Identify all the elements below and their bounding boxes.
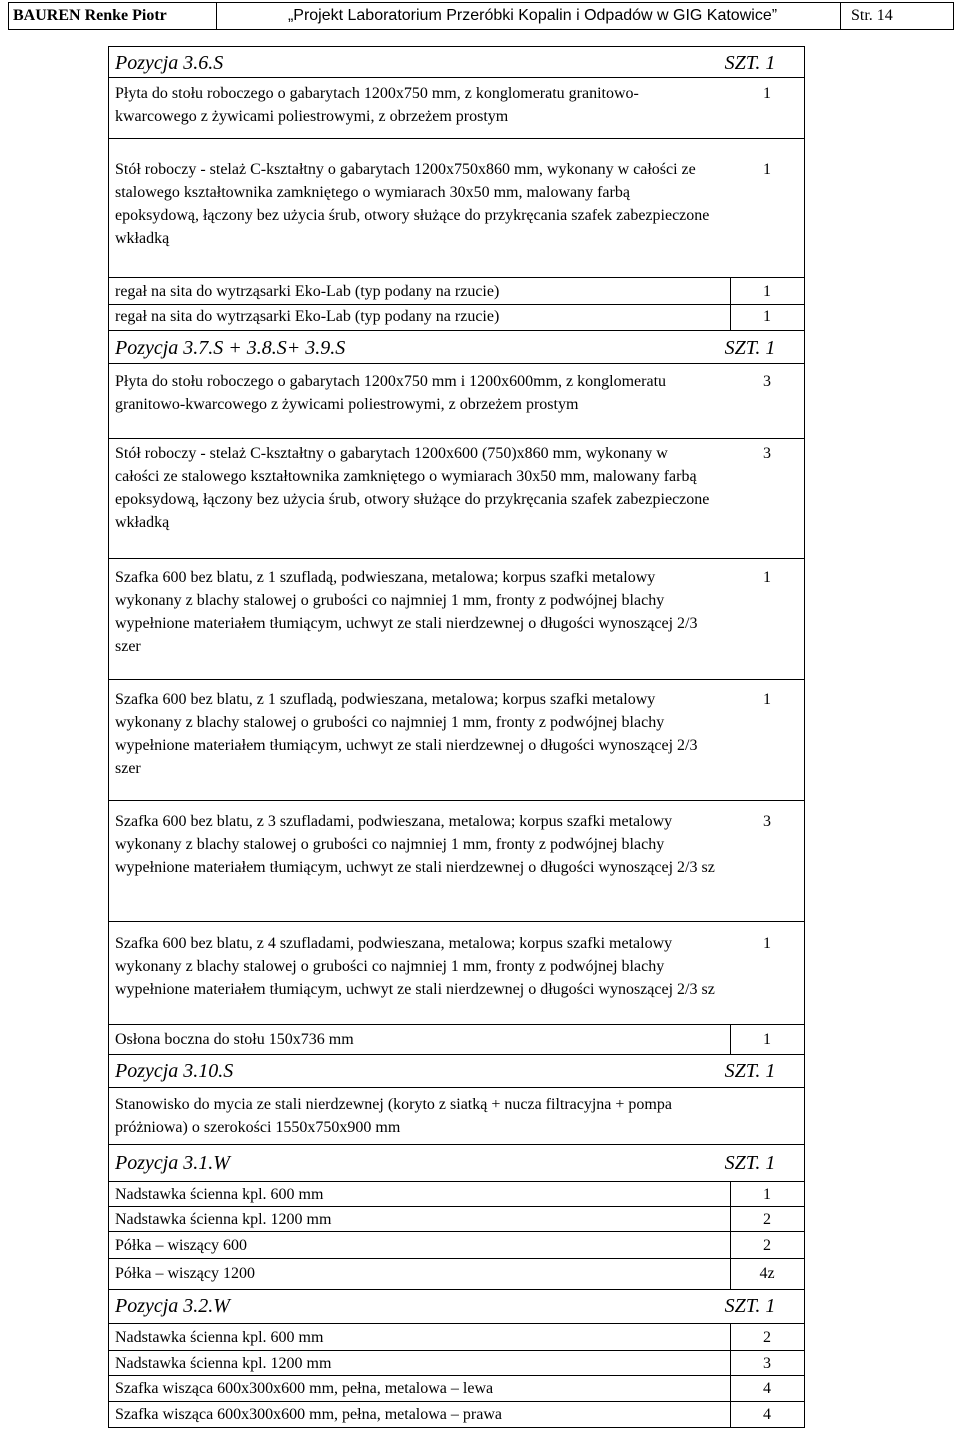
item-description: Nadstawka ścienna kpl. 1200 mm [115,1355,332,1372]
item-quantity: 1 [763,569,771,586]
item-description: Nadstawka ścienna kpl. 1200 mm [115,1211,332,1228]
position-quantity: SZT. 1 [724,1060,776,1082]
item-description: regał na sita do wytrząsarki Eko-Lab (typ podany na rzucie) [115,308,500,325]
item-description: Szafka 600 bez blatu, z 1 szufladą, podwieszana, metalowa; korpus szafki metalowy wykonany z blachy stalowej o grubości co najmniej 1 mm, fronty z podwójnej blachy wypełnione materiałem tłumiącym, uchwyt ze stali nierdzewnej o długości wynoszącej 2/3 szer [115,569,698,655]
item-quantity: 1 [763,308,771,325]
item-row [108,1259,805,1290]
column-divider [730,278,731,331]
item-description: Półka – wiszący 1200 [115,1265,255,1282]
position-row [108,1145,805,1182]
item-quantity: 2 [763,1329,771,1346]
position-title: Pozycja 3.2.W [115,1295,230,1317]
item-row [108,1376,805,1402]
header-project-title: „Projekt Laboratorium Przeróbki Kopalin i Odpadów w GIG Katowice” [225,3,841,29]
item-quantity: 4 [763,1380,771,1397]
item-description: Szafka 600 bez blatu, z 4 szufladami, podwieszana, metalowa; korpus szafki metalowy wykonany z blachy stalowej o grubości co najmniej 1 mm, fronty z podwójnej blachy wypełnione materiałem tłumiącym, uchwyt ze stali nierdzewnej o długości wynoszącej 2/3 sz [115,935,715,998]
item-quantity: 1 [763,283,771,300]
item-row [108,439,805,559]
position-quantity: SZT. 1 [724,52,776,74]
item-row [108,1402,805,1428]
item-description: Płyta do stołu roboczego o gabarytach 1200x750 mm, z konglomeratu granitowo-kwarcowego z żywicami poliestrowymi, z obrzeżem prostym [115,85,639,125]
item-description: Półka – wiszący 600 [115,1237,247,1254]
item-row [108,78,805,139]
item-quantity: 3 [763,813,771,830]
position-row [108,1055,805,1088]
header-page-number: Str. 14 [851,7,893,24]
item-row [108,922,805,1025]
position-row [108,46,805,78]
item-quantity: 2 [763,1237,771,1254]
item-description: Szafka 600 bez blatu, z 1 szufladą, podwieszana, metalowa; korpus szafki metalowy wykonany z blachy stalowej o grubości co najmniej 1 mm, fronty z podwójnej blachy wypełnione materiałem tłumiącym, uchwyt ze stali nierdzewnej o długości wynoszącej 2/3 szer [115,691,698,777]
item-quantity: 1 [763,161,771,178]
column-divider [730,1025,731,1055]
item-row [108,801,805,922]
item-row [108,1324,805,1351]
column-divider [730,1324,731,1428]
item-description: Nadstawka ścienna kpl. 600 mm [115,1186,324,1203]
item-quantity: 1 [763,935,771,952]
item-row [108,278,805,305]
position-quantity: SZT. 1 [724,1295,776,1317]
position-quantity: SZT. 1 [724,337,776,359]
item-description: Stół roboczy - stelaż C-kształtny o gabarytach 1200x750x860 mm, wykonany w całości ze stalowego kształtownika zamkniętego o wymiarach 30x50 mm, malowany farbą epoksydową, łączony bez użycia śrub, otwory służące do przykręcania szafek zabezpieczone wkładką [115,161,710,247]
item-quantity: 4 [763,1406,771,1423]
item-quantity: 2 [763,1211,771,1228]
item-quantity: 4z [759,1265,775,1282]
item-row [108,1232,805,1259]
item-row [108,1182,805,1207]
item-quantity: 1 [763,1186,771,1203]
header-author: BAUREN Renke Piotr [13,3,217,29]
item-quantity: 3 [763,1355,771,1372]
item-quantity: 3 [763,373,771,390]
item-description: Szafka wisząca 600x300x600 mm, pełna, metalowa – lewa [115,1380,494,1397]
position-row [108,331,805,364]
item-description: Stanowisko do mycia ze stali nierdzewnej (koryto z siatką + nucza filtracyjna + pompa próżniowa) o szerokości 1550x750x900 mm [115,1096,672,1136]
position-title: Pozycja 3.1.W [115,1152,230,1174]
item-description: Osłona boczna do stołu 150x736 mm [115,1031,354,1048]
item-row [108,305,805,331]
position-title: Pozycja 3.10.S [115,1060,234,1082]
item-description: Płyta do stołu roboczego o gabarytach 1200x750 mm i 1200x600mm, z konglomeratu granitowo-kwarcowego z żywicami poliestrowymi, z obrzeżem prostym [115,373,667,413]
item-row [108,139,805,278]
item-row [108,1351,805,1376]
item-row [108,559,805,680]
item-description: Szafka wisząca 600x300x600 mm, pełna, metalowa – prawa [115,1406,502,1423]
item-description: Nadstawka ścienna kpl. 600 mm [115,1329,324,1346]
position-title: Pozycja 3.6.S [115,52,224,74]
item-quantity: 3 [763,445,771,462]
item-row [108,680,805,801]
item-row [108,364,805,439]
item-quantity: 1 [763,85,771,102]
item-quantity: 1 [763,1031,771,1048]
position-quantity: SZT. 1 [724,1152,776,1174]
item-row [108,1207,805,1232]
item-row [108,1088,805,1145]
position-row [108,1290,805,1324]
item-quantity: 1 [763,691,771,708]
item-description: regał na sita do wytrząsarki Eko-Lab (typ podany na rzucie) [115,283,500,300]
item-description: Szafka 600 bez blatu, z 3 szufladami, podwieszana, metalowa; korpus szafki metalowy wykonany z blachy stalowej o grubości co najmniej 1 mm, fronty z podwójnej blachy wypełnione materiałem tłumiącym, uchwyt ze stali nierdzewnej o długości wynoszącej 2/3 sz [115,813,715,876]
column-divider [730,1182,731,1290]
position-title: Pozycja 3.7.S + 3.8.S+ 3.9.S [115,337,346,359]
item-row [108,1025,805,1055]
item-description: Stół roboczy - stelaż C-kształtny o gabarytach 1200x600 (750)x860 mm, wykonany w całości ze stalowego kształtownika zamkniętego o wymiarach 30x50 mm, malowany farbą epoksydową, łączony bez użycia śrub, otwory służące do przykręcania szafek zabezpieczone wkładką [115,445,710,531]
